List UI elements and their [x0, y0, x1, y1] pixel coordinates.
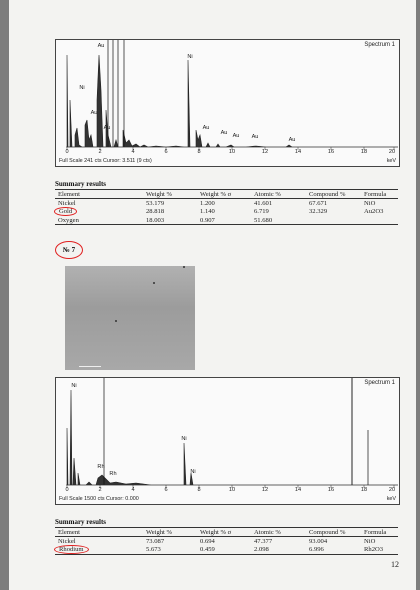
col-header: Weight %: [143, 528, 197, 537]
summary-title: Summary results: [55, 180, 107, 188]
tick-label: 6: [164, 149, 168, 155]
tick-label: 0: [65, 149, 69, 155]
cell: 5.673: [143, 545, 197, 555]
cell: 2.098: [251, 545, 306, 555]
cell: 6.996: [306, 545, 361, 555]
table-row: [55, 216, 398, 225]
cell: 51.680: [251, 216, 306, 225]
tick-label: 10: [228, 487, 236, 493]
cell: 41.601: [254, 199, 273, 207]
tick-label: 20: [388, 149, 396, 155]
peak-label-au: Au: [232, 133, 240, 139]
cell: 32.329: [309, 208, 328, 215]
sample-number-label: № 7: [55, 241, 83, 259]
col-header: Atomic %: [251, 528, 306, 537]
col-header: Element: [55, 190, 143, 199]
tick-label: 18: [360, 149, 368, 155]
table-row: [55, 199, 398, 208]
col-header: Compound %: [306, 190, 361, 199]
col-header: Compound %: [306, 528, 361, 537]
page-number: 12: [391, 560, 399, 569]
cell: [306, 216, 361, 225]
cell: 47.377: [254, 537, 273, 545]
highlight-circle: Gold: [54, 207, 77, 216]
eds-spectrum-2: [55, 377, 400, 505]
cell: 1.140: [200, 208, 215, 215]
tick-label: 6: [164, 487, 168, 493]
peak-label-rh: Rh: [109, 471, 117, 477]
summary-table-2: [55, 527, 398, 555]
tick-label: 16: [327, 149, 335, 155]
peak-label-au: Au: [251, 134, 259, 140]
particle-dot: [153, 282, 155, 284]
tick-label: 8: [197, 487, 201, 493]
tick-label: 8: [197, 149, 201, 155]
cell: 18.003: [143, 216, 197, 225]
peak-label-au: Au: [97, 43, 105, 49]
particle-dot: [183, 266, 185, 268]
tick-label: 12: [261, 149, 269, 155]
cell: 1.200: [200, 199, 215, 207]
spectrum-plot: [56, 40, 399, 166]
summary-title: Summary results: [55, 518, 107, 526]
cell: Oxygen: [55, 216, 143, 225]
table-row: [55, 545, 398, 555]
table-row: [55, 207, 398, 216]
spectrum-title: Spectrum 1: [364, 42, 395, 48]
cell: 28.818: [146, 208, 165, 215]
table-row: [55, 537, 398, 546]
summary-table-1: [55, 189, 398, 225]
x-axis-labels: [56, 149, 399, 157]
scale-bar: [79, 366, 101, 367]
tick-label: 12: [261, 487, 269, 493]
cell: [361, 216, 398, 225]
cell: 6.719: [254, 208, 269, 215]
cell: 73.087: [146, 537, 165, 545]
sem-micrograph: [65, 266, 195, 370]
cell: NiO: [364, 537, 376, 545]
peak-label-au: Au: [103, 125, 111, 131]
peak-label-ni: Ni: [187, 54, 193, 60]
cell: 0.694: [200, 537, 215, 545]
highlight-circle: Rhodium: [54, 545, 89, 554]
peak-label-ni: Ni: [190, 469, 196, 475]
tick-label: 14: [294, 487, 302, 493]
eds-spectrum-1: [55, 39, 400, 167]
tick-label: 2: [98, 487, 102, 493]
x-axis-labels: [56, 487, 399, 495]
cell: 0.907: [197, 216, 251, 225]
tick-label: 4: [131, 487, 135, 493]
spectrum-trace: [67, 390, 398, 485]
cell-circled: [55, 207, 143, 216]
cell: 0.459: [197, 545, 251, 555]
cell: 67.671: [309, 199, 328, 207]
tick-label: 18: [360, 487, 368, 493]
col-header: Formula: [361, 528, 398, 537]
peak-label-rh: Rh: [97, 464, 105, 470]
tick-label: 4: [131, 149, 135, 155]
fullscale-readout: Full Scale 1500 cts Cursor: 0.000: [59, 496, 139, 502]
tick-label: 2: [98, 149, 102, 155]
document-page: [9, 0, 416, 590]
cell: 93.004: [309, 537, 328, 545]
spectrum-title: Spectrum 1: [364, 380, 395, 386]
peak-label-ni: Ni: [79, 85, 85, 91]
peak-label-ni: Ni: [71, 383, 77, 389]
peak-label-au: Au: [220, 130, 228, 136]
cell: Au2O3: [364, 208, 384, 215]
peak-label-au: Au: [288, 137, 296, 143]
col-header: Weight % σ: [197, 190, 251, 199]
tick-label: 16: [327, 487, 335, 493]
fullscale-readout: Full Scale 241 cts Cursor: 3.511 (9 cts): [59, 158, 152, 164]
particle-dot: [115, 320, 117, 322]
peak-label-au: Au: [202, 125, 210, 131]
cell: NiO: [364, 199, 376, 207]
tick-label: 10: [228, 149, 236, 155]
table-header-row: [55, 528, 398, 537]
cell: Nickel: [58, 199, 76, 207]
table-header-row: [55, 190, 398, 199]
col-header: Weight % σ: [197, 528, 251, 537]
cell: 53.179: [146, 199, 165, 207]
cell-circled: [55, 545, 143, 555]
tick-label: 0: [65, 487, 69, 493]
cell: Nickel: [58, 537, 76, 545]
col-header: Atomic %: [251, 190, 306, 199]
spectrum-plot: [56, 378, 399, 504]
cell: Rh2O3: [361, 545, 398, 555]
peak-label-ni: Ni: [181, 436, 187, 442]
tick-label: 14: [294, 149, 302, 155]
unit-label: keV: [386, 158, 396, 164]
tick-label: 20: [388, 487, 396, 493]
peak-label-au: Au: [90, 110, 98, 116]
unit-label: keV: [386, 496, 396, 502]
col-header: Element: [55, 528, 143, 537]
col-header: Formula: [361, 190, 398, 199]
col-header: Weight %: [143, 190, 197, 199]
